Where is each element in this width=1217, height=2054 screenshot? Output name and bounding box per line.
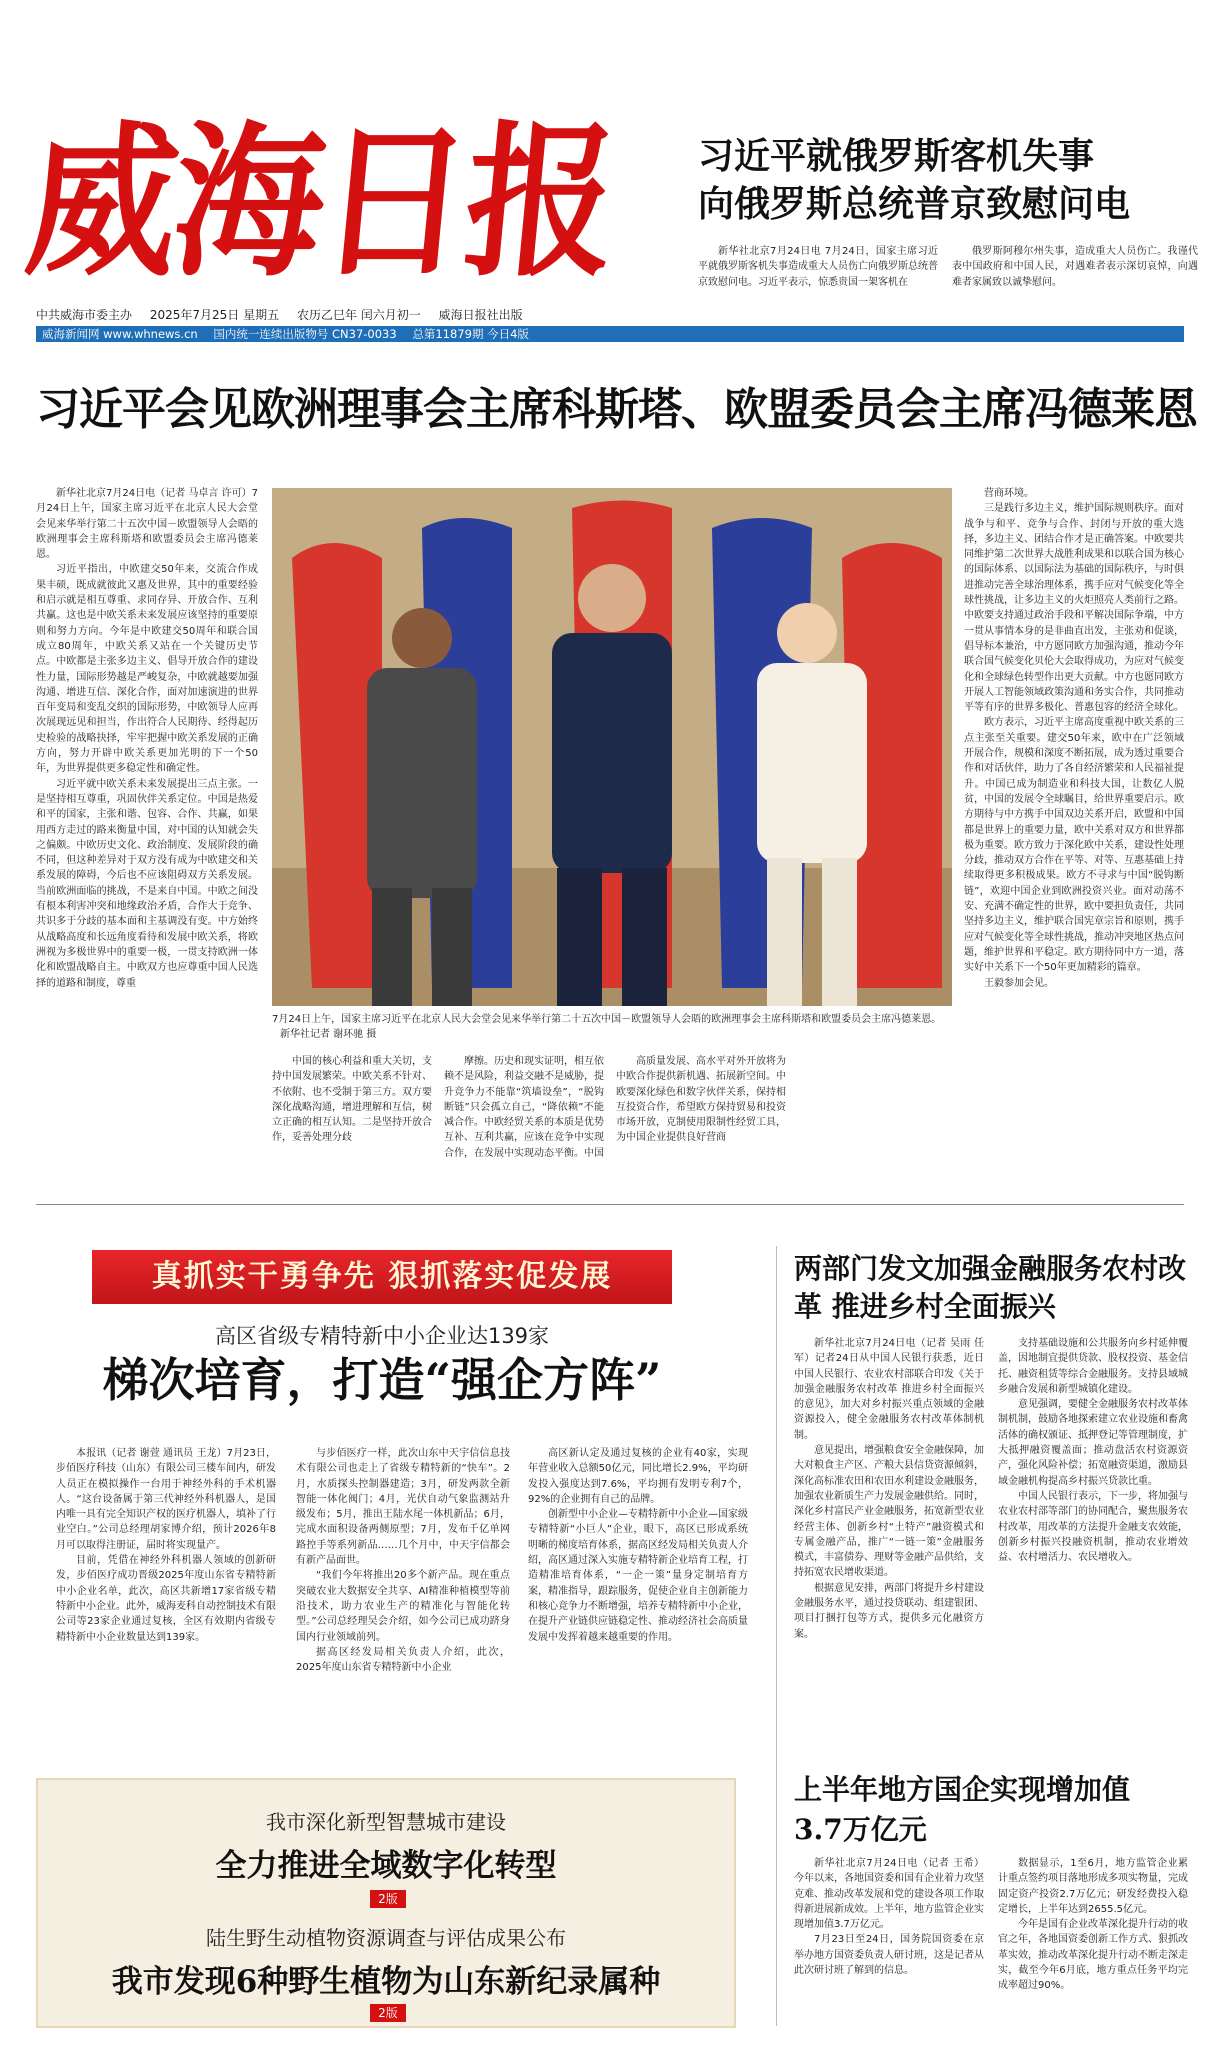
lead-mid-col2: 摩擦。历史和现实证明，相互依赖不是风险，利益交融不是威胁，提升竞争力不能靠“筑墙设垒”，“脱钩断链”只会孤立自己，“降依赖”不能减合作。中欧经贸关系的本质是优势互补、互利共赢，应该在竞争中实现合作，在发展中实现动态平衡。中国 [444,1056,604,1159]
page-tag-1[interactable]: 2版 [370,1890,406,1908]
top-story-headline[interactable] [698,132,1198,228]
publisher: 中共威海市委主办 [36,308,133,322]
masthead-logo: 威海日报 [18,105,622,300]
lead-photo-illustration [272,488,952,1006]
promo-title-2[interactable]: 我市发现6种野生植物为山东新纪录属种 [111,1964,661,2000]
lead-mid-col3: 高质量发展、高水平对外开放将为中欧合作提供新机遇、拓展新空间。中欧要深化绿色和数字伙伴关系，保持相互投资合作，希望欧方保持贸易和投资市场开放，克制使用限制性经贸工具，为中国企业提供良好营商 [616,1056,786,1144]
page-tag-2[interactable]: 2版 [370,2004,406,2022]
lead-paragraph: 习近平指出，中欧建交50年来，交流合作成果丰硕，既成就彼此又惠及世界，其中的重要经验和启示就是相互尊重、求同存异、开放合作、互利共赢。这也是中欧关系未来发展应该坚持的重要原则和努力方向。今年是中欧建交50周年和联合国成立80周年，中欧关系又站在一个关键历史节点。中欧都是主张多边主义、倡导开放合作的建设性力量，国际形势越是严峻复杂，中欧就越要加强沟通、增进互信、深化合作，面对加速演进的世界百年变局和变乱交织的国际形势，中欧领导人应再次展现远见和担当，作出符合人民期待、经得起历史检验的战略抉择，牢牢把握中欧关系发展的正确方向，努力开辟中欧关系更加光明的下一个50年，为世界提供更多稳定性和确定性。 [36,564,258,775]
top-story-col1: 新华社北京7月24日电 7月24日，国家主席习近平就俄罗斯客机失事造成重大人员伤亡向俄罗斯总统普京致慰问电。习近平表示，惊悉贵国一架客机在 [698,246,938,288]
lead-headline[interactable]: 习近平会见欧洲理事会主席科斯塔、欧盟委员会主席冯德莱恩 [36,384,1197,435]
website-link[interactable]: 威海新闻网 www.whnews.cn [42,327,198,341]
feature-col1: 本报讯（记者 谢萱 通讯员 王龙）7月23日，步佰医疗科技（山东）有限公司三楼车间内，研发人员正在模拟操作一台用于神经外科的手术机器人。“这台设备属于第三代神经外科机器人，是国内唯一具有完全知识产权的医疗机器人，填补了行业空白。”公司总经理胡家博介绍，预计2026年8月可以取得注册证，届时将实现量产。 目前，凭借在神经外科机器人领域的创新研发，步佰医疗成功晋级2025年度山东省专精特新中小企业名单，此次，高区共新增17家省级专精特新中小企业。此外，威海麦科自动控制技术有限公司等23家企业通过复核，全区有效期内省级专精特新中小企业数量达到139家。 [56,1448,276,1643]
issue-number: 总第11879期 今日4版 [412,327,529,341]
soe-headline[interactable] [794,1770,1194,1850]
feature-headline[interactable]: 梯次培育，打造“强企方阵” [102,1353,662,1407]
promo-kicker-1: 我市深化新型智慧城市建设 [266,1810,506,1834]
masthead [18,80,676,315]
info-bar-top [36,306,1184,324]
section-divider [36,1204,1184,1205]
soe-headline-line2: 3.7万亿元 [794,1813,927,1846]
lead-left-column [36,486,258,1186]
info-bar-bottom [36,326,1184,342]
lead-mid-col1: 中国的核心利益和重大关切，支持中国发展繁荣。中欧关系不针对、不依附、也不受制于第三方。双方要深化战略沟通，增进理解和互信，树立正确的相互认知。二是坚持开放合作，妥善处理分歧 [272,1056,432,1144]
column-divider [776,1246,777,2026]
press-name: 威海日报社出版 [438,308,523,322]
feature-kicker: 高区省级专精特新中小企业达139家 [214,1324,550,1348]
promo-title-1[interactable]: 全力推进全域数字化转型 [215,1848,557,1884]
finance-rural-col2: 支持基础设施和公共服务向乡村延伸覆盖，因地制宜提供贷款、股权投资、基金信托、融资租赁等综合金融服务。支持县域城乡融合发展和新型城镇化建设。 意见强调，要健全金融服务农村改革体制机制，鼓励各地探索建立农业设施和畜禽活体的确权颁证、抵押登记等管理制度，扩大抵押融资覆盖面；推动盘活农村资源资产，强化风险补偿；拓宽融资渠道，激励县域金融机构提高乡村振兴贷款比重。 中国人民银行表示，下一步，将加强与农业农村部等部门的协同配合，聚焦服务农村改革，用改革的方法提升金融支农效能，创新乡村振兴投融资机制，推动农业增效益、农村增活力、农民增收入。 [998,1338,1188,1564]
photo-caption-text: 7月24日上午，国家主席习近平在北京人民大会堂会见来华举行第二十五次中国－欧盟领导人会晤的欧洲理事会主席科斯塔和欧盟委员会主席冯德莱恩。 [272,1014,942,1025]
top-story-body [698,244,1198,290]
finance-rural-col1: 新华社北京7月24日电（记者 吴雨 任军）记者24日从中国人民银行获悉，近日中国人民银行、农业农村部联合印发《关于加强金融服务农村改革 推进乡村全面振兴的意见》，加大对乡村振兴重点领域的金融资源投入，健全金融服务农村改革体制机制。 意见提出，增强粮食安全金融保障，加大对粮食主产区、产粮大县信贷资源倾斜，深化高标准农田和农田水利建设金融服务，加强农业新质生产力发展金融供给。同时，深化乡村富民产业金融服务，拓宽新型农业经营主体、创新乡村“土特产”融资模式和专属金融产品，推广“一链一策”金融服务模式，丰富债券、理财等金融产品供给，支持拓宽农民增收渠道。 根据意见安排，两部门将提升乡村建设金融服务水平，通过投贷联动、组建银团、项目打捆打包等方式，提供多元化融资方案。 [794,1338,984,1640]
top-story-col2: 俄罗斯阿穆尔州失事，造成重大人员伤亡。我谨代表中国政府和中国人民，对遇难者表示深切哀悼，向遇难者家属致以诚挚慰问。 [952,246,1198,288]
lunar-date: 农历乙巳年 闰六月初一 [296,308,421,322]
soe-col1: 新华社北京7月24日电（记者 王希）今年以来，各地国资委和国有企业着力攻坚克难、推动改革发展和党的建设各项工作取得新进展新成效。上半年，地方监管企业实现增加值3.7万亿元。 7月23日至24日，国务院国资委在京举办地方国资委负责人研讨班，这是记者从此次研讨班了解到的信息。 [794,1858,984,1977]
lead-right-column: 营商环境。 三是践行多边主义，维护国际规则秩序。面对战争与和平、竞争与合作、封闭与开放的重大选择，多边主义、团结合作才是正确答案。中欧要共同维护第二次世界大战胜利成果和以联合国为核心的国际体系、以国际法为基础的国际秩序，与时俱进推动完善全球治理体系，携手应对气候变化等全球性挑战，让多边主义的火炬照亮人类前行之路。中欧要支持通过政治手段和平解决国际争端，中方一贯从事情本身的是非曲直出发，主张劝和促谈，倡导标本兼治，中方愿同欧方加强沟通，推动今年联合国气候变化贝伦大会取得成功，为应对气候变化和全球绿色转型作出更大贡献。中方也愿同欧方开展人工智能领域政策沟通和务实合作，共同推动平等有序的世界多极化、普惠包容的经济全球化。 欧方表示，习近平主席高度重视中欧关系的三点主张至关重要。建交50年来，欧中在广泛领域开展合作，规模和深度不断拓展，成为透过重要合作和对话伙伴，助力了各自经济繁荣和人民福祉提升。中国已成为制造业和科技大国，让数亿人脱贫，中国的发展令全球瞩目，给世界重要启示。欧方期待与中方携手中国双边关系开启，欧盟和中国都是世界上的重要力量，欧中关系对双方和世界都极为重要。欧方致力于深化欧中关系，建设性处理分歧，推动双方合作在平等、对等、互惠基础上持续取得更多积极成果。欧方不寻求与中国“脱钩断链”，欢迎中国企业到欧洲投资兴业。面对动荡不安、充满不确定性的世界，欧中要担负责任，共同坚持多边主义，维护联合国宪章宗旨和原则，携手应对气候变化等全球性挑战，推动冲突地区热点问题，维护世界和平稳定。欧方期待同中方一道，落实好中关系下一个50年更加精彩的篇章。 王毅参加会见。 [964,488,1184,989]
feature-col3: 高区新认定及通过复核的企业有40家，实现年营业收入总额50亿元，同比增长2.9%，平均研发投入强度达到7.6%，平均拥有发明专利7个，92%的企业拥有自己的品牌。 创新型中小企业—专精特新中小企业—国家级专精特新“小巨人”企业，眼下，高区已形成系统明晰的梯度培育体系，据高区经发局相关负责人介绍，高区通过深入实施专精特新企业培育工程，打造精准培育体系，“一企一策”量身定制培育方案，精准指导，跟踪服务，促使企业自主创新能力和核心竞争力不断增强，培养专精特新中小企业，在提升产业链供应链稳定性、推动经济社会高质量发展中发挥着越来越重要的作用。 [528,1448,748,1643]
promo-box [36,1778,736,2028]
issue-date: 2025年7月25日 星期五 [149,308,280,322]
top-story-headline-line2: 向俄罗斯总统普京致慰问电 [698,183,1131,225]
lead-paragraph: 习近平就中欧关系未来发展提出三点主张。一是坚持相互尊重，巩固伙伴关系定位。中国是热爱和平的国家，主张和谐、包容、合作、共赢，如果用西方走过的路来衡量中国，对中国的认知就会失之偏颇。中欧历史文化、政治制度、发展阶段的确不同，但这种差异对于双方没有成为中欧建交和关系发展的障碍，今后也不应该阻碍双方关系发展。当前欧洲面临的挑战，不是来自中国。中欧之间没有根本利害冲突和地缘政治矛盾，合作大于竞争、共识多于分歧的基本面和主基调没有变。中方始终从战略高度和长远角度看待和发展中欧关系，将欧洲视为多极世界中的重要一极，一贯支持欧洲一体化和欧盟战略自主。中欧双方也应尊重中国人民选择的道路和制度，尊重 [36,778,258,989]
photo-credit: 新华社记者 谢环驰 摄 [280,1029,377,1040]
soe-headline-line1: 上半年地方国企实现增加值 [794,1773,1131,1806]
campaign-banner: 真抓实干勇争先 狠抓落实促发展 [92,1250,672,1304]
finance-rural-headline[interactable]: 两部门发文加强金融服务农村改革 推进乡村全面振兴 [794,1252,1187,1323]
lead-paragraph: 新华社北京7月24日电（记者 马卓言 许可）7月24日上午，国家主席习近平在北京人民大会堂会见来华举行第二十五次中国－欧盟领导人会晤的欧洲理事会主席科斯塔和欧盟委员会主席冯德莱恩。 [36,488,258,561]
photo-caption [272,1012,952,1042]
issn: 国内统一连续出版物号 CN37-0033 [213,327,397,341]
soe-col2: 数据显示，1至6月，地方监管企业累计重点签约项目落地形成多项实物量，完成固定资产投资2.7万亿元；研发经费投入稳定增长，上半年达到2655.5亿元。 今年是国有企业改革深化提升行动的收官之年，各地国资委创新工作方式、狠抓改革实效，推动改革深化提升行动不断走深走实，截至今年6月底，地方重点任务平均完成率超过90%。 [998,1858,1188,1992]
lead-photo [272,488,952,1006]
promo-kicker-2: 陆生野生动植物资源调查与评估成果公布 [206,1926,566,1950]
feature-col2: 与步佰医疗一样，此次山东中天宇信信息技术有限公司也走上了省级专精特新的“快车”。2月，水质探头控制器建造；3月，研发两款全新智能一体化阀门；4月，光伏自动气象监测站升级发布；5月，推出王陆水尾一体机新品；6月，完成水面积设备两侧原型；7月，发布千亿单网路控手等系列新品……几个月中，中天宇信都会有新产品面世。 “我们今年将推出20多个新产品。现在重点突破农业大数据安全共享、AI精准种植模型等前沿技术，助力农业生产的精准化与智能化转型。”公司总经理吴会介绍，如今公司已成功跻身国内行业领域前列。 据高区经发局相关负责人介绍，此次，2025年度山东省专精特新中小企业 [296,1448,510,1674]
top-story-headline-line1: 习近平就俄罗斯客机失事 [698,135,1095,177]
